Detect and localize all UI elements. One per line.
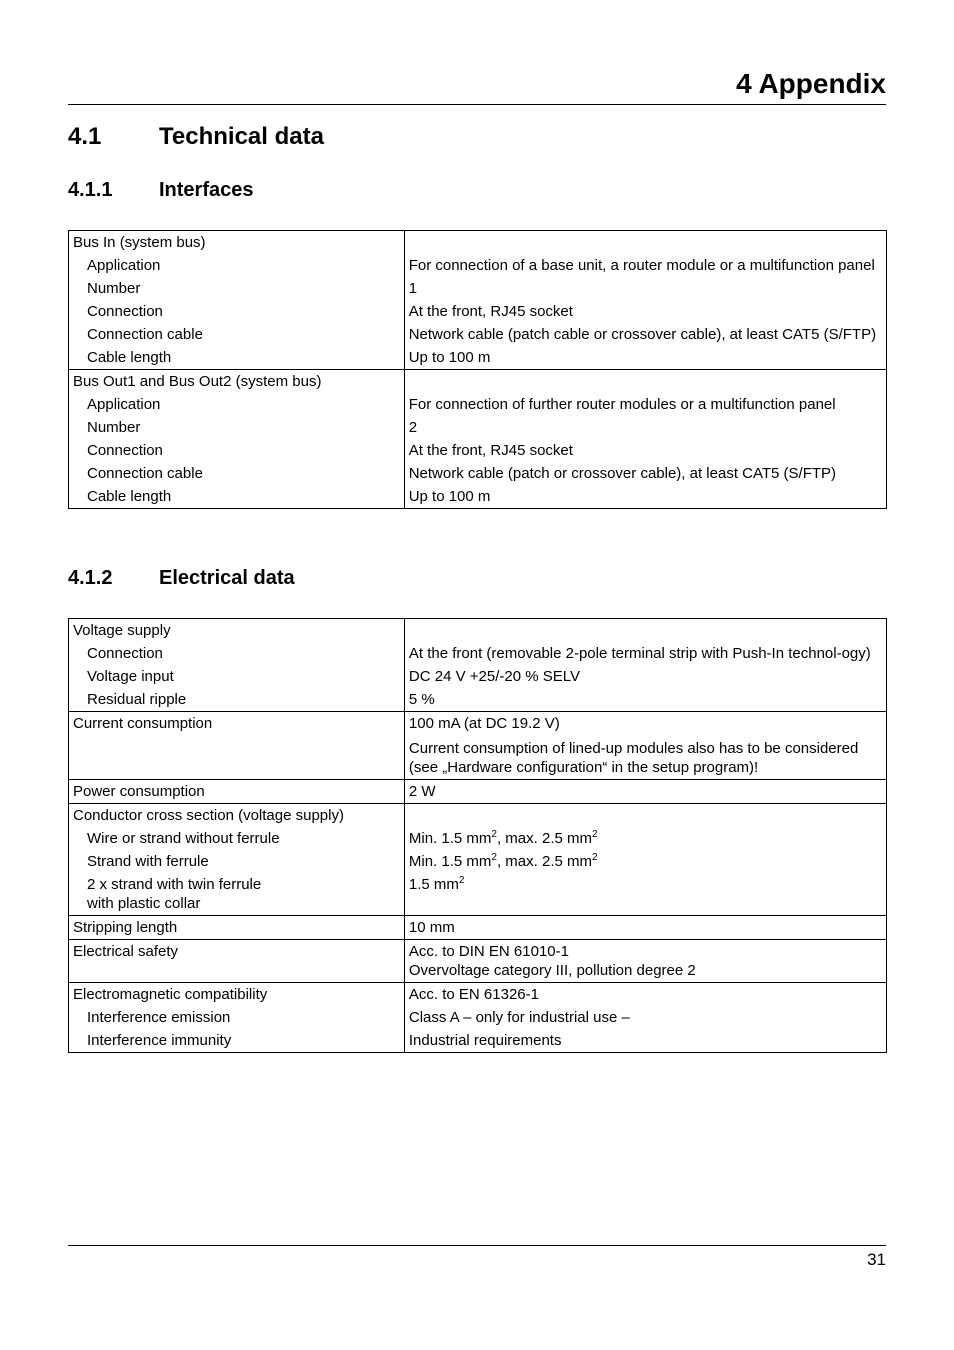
section-title: Technical data — [159, 123, 324, 150]
table-row — [69, 370, 887, 394]
row-label: Connection — [69, 300, 405, 323]
table-row — [69, 254, 887, 277]
row-label: Current consumption — [69, 712, 405, 780]
stripping-length-group — [69, 916, 887, 940]
interfaces-title: Interfaces — [159, 179, 254, 201]
table-row — [69, 277, 887, 300]
row-label: Wire or strand without ferrule — [69, 827, 405, 850]
electrical-table — [68, 618, 887, 1053]
row-value: Industrial requirements — [408, 1032, 562, 1049]
interfaces-number: 4.1.1 — [68, 179, 113, 201]
row-value: DC 24 V +25/-20 % SELV — [408, 668, 580, 685]
power-consumption-group — [69, 780, 887, 804]
row-value: At the front, RJ45 socket — [408, 442, 573, 459]
row-label: Connection — [69, 439, 405, 462]
row-value: Min. 1.5 $mm^2$, max. 2.5 $mm^2$ — [408, 829, 598, 847]
page-number: 31 — [867, 1250, 886, 1269]
row-label: 2 x strand with twin ferrule with plastic collar — [69, 873, 405, 916]
table-row — [69, 712, 887, 780]
row-value: Network cable (patch cable or crossover cable), at least CAT5 (S/FTP) — [408, 326, 877, 343]
table-row — [69, 416, 887, 439]
section-number: 4.1 — [68, 123, 102, 150]
table-row — [69, 983, 887, 1007]
group-title: Bus In (system bus) — [69, 231, 405, 255]
row-value: At the front, RJ45 socket — [408, 303, 573, 320]
conductor-group — [69, 804, 887, 916]
table-row — [69, 804, 887, 828]
table-row — [69, 665, 887, 688]
row-label: Number — [69, 277, 405, 300]
group-title: Electromagnetic compatibility — [69, 983, 405, 1007]
row-value: Current consumption of lined-up modules also has to be considered (see „Hardware configuration“ in the setup program)! — [408, 740, 859, 776]
row-label: Cable length — [69, 485, 405, 509]
row-value: 100 mA (at DC 19.2 V) — [408, 715, 560, 732]
row-label: Application — [69, 254, 405, 277]
group-title: Conductor cross section (voltage supply) — [69, 804, 405, 828]
interfaces-heading — [68, 177, 254, 203]
current-consumption-group — [69, 712, 887, 780]
row-label: Application — [69, 393, 405, 416]
table-row — [69, 850, 887, 873]
bus-in-group — [69, 231, 887, 370]
row-value: Network cable (patch or crossover cable), at least CAT5 (S/FTP) — [408, 465, 837, 482]
row-value: 2 — [408, 419, 418, 436]
table-row — [69, 1029, 887, 1053]
table-row — [69, 462, 887, 485]
electrical-heading — [68, 565, 295, 591]
table-row — [69, 231, 887, 255]
table-row — [69, 940, 887, 983]
row-value: 1 — [408, 280, 418, 297]
row-value: 10 mm — [408, 919, 455, 936]
row-value: Acc. to DIN EN 61010-1 — [408, 943, 569, 960]
row-value: For connection of further router modules or a multifunction panel — [408, 396, 836, 413]
group-title: Voltage supply — [69, 619, 405, 643]
group-title: Bus Out1 and Bus Out2 (system bus) — [69, 370, 405, 394]
row-label: Stripping length — [69, 916, 405, 940]
row-value: Min. 1.5 $mm^2$, max. 2.5 $mm^2$ — [408, 852, 598, 870]
row-value: For connection of a base unit, a router module or a multifunction panel — [408, 257, 875, 274]
row-label: Connection cable — [69, 323, 405, 346]
table-row — [69, 323, 887, 346]
row-label: Power consumption — [69, 780, 405, 804]
table-row — [69, 873, 887, 916]
row-label: Interference emission — [69, 1006, 405, 1029]
row-label: Electrical safety — [69, 940, 405, 983]
voltage-supply-group — [69, 619, 887, 712]
row-value: At the front (removable 2-pole terminal strip with Push-In technol-ogy) — [408, 645, 871, 662]
row-value: Up to 100 m — [408, 488, 491, 505]
row-label: Connection cable — [69, 462, 405, 485]
interfaces-table — [68, 230, 887, 509]
electrical-number: 4.1.2 — [68, 567, 113, 589]
row-label: Voltage input — [69, 665, 405, 688]
row-label: Residual ripple — [69, 688, 405, 712]
row-value: Up to 100 m — [408, 349, 491, 366]
table-row — [69, 642, 887, 665]
footer-rule — [68, 1245, 886, 1246]
table-row — [69, 780, 887, 804]
table-row — [69, 916, 887, 940]
row-label: Cable length — [69, 346, 405, 370]
row-value: 1.5 $mm^2$ — [408, 875, 465, 893]
emc-group — [69, 983, 887, 1053]
row-value: Acc. to EN 61326-1 — [408, 986, 539, 1003]
row-value: 2 W — [408, 783, 436, 800]
row-value: 5 % — [408, 691, 435, 708]
table-row — [69, 485, 887, 509]
chapter-title: 4 Appendix — [736, 68, 886, 99]
row-label: Connection — [69, 642, 405, 665]
table-row — [69, 1006, 887, 1029]
table-row — [69, 688, 887, 712]
bus-out-group — [69, 370, 887, 509]
table-row — [69, 827, 887, 850]
row-label: Strand with ferrule — [69, 850, 405, 873]
table-row — [69, 346, 887, 370]
row-value: Class A – only for industrial use – — [408, 1009, 630, 1026]
row-label: Number — [69, 416, 405, 439]
electrical-title: Electrical data — [159, 567, 295, 589]
header-rule — [68, 104, 886, 105]
table-row — [69, 393, 887, 416]
section-heading — [68, 122, 324, 152]
table-row — [69, 619, 887, 643]
row-label: Interference immunity — [69, 1029, 405, 1053]
electrical-safety-group — [69, 940, 887, 983]
table-row — [69, 300, 887, 323]
row-value: Overvoltage category III, pollution degree 2 — [408, 962, 696, 979]
table-row — [69, 439, 887, 462]
